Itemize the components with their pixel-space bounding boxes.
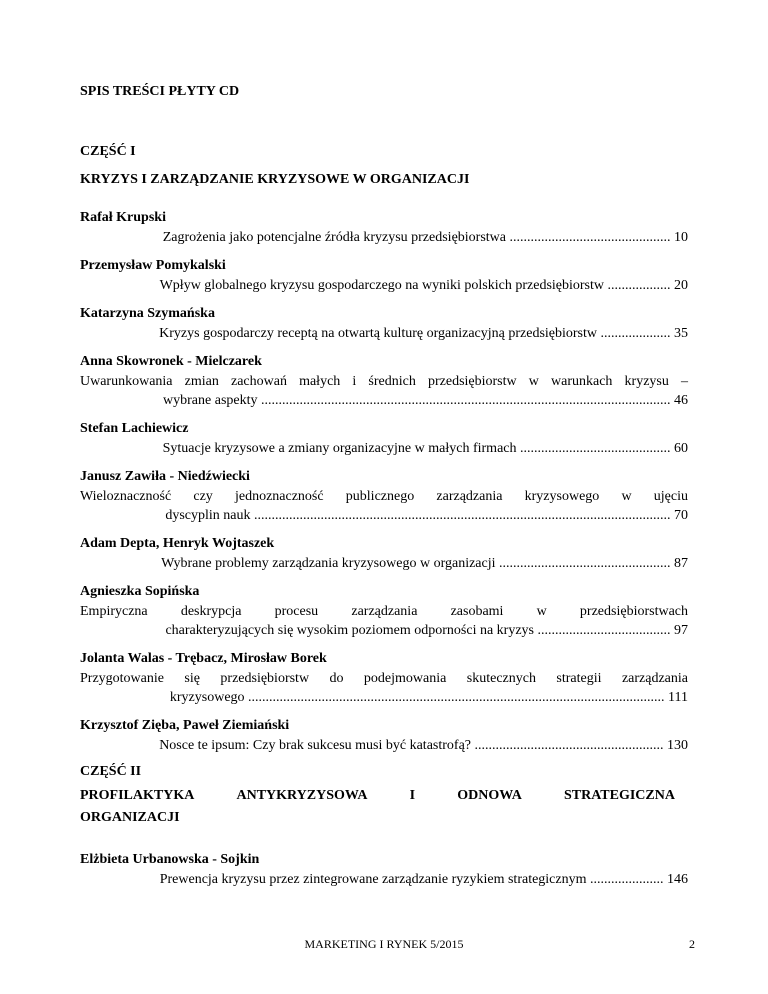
toc-author: Przemysław Pomykalski: [80, 258, 226, 273]
toc-title-cont: charakteryzujących się wysokim poziomem odporności na kryzys ...................................... 97: [165, 623, 688, 638]
part-2-title-word: STRATEGICZNA: [563, 788, 675, 803]
part-2-title: [80, 788, 675, 804]
toc-title: Nosce te ipsum: Czy brak sukcesu musi być katastrofą? ...................................................... 130: [159, 738, 688, 753]
toc-title: Wpływ globalnego kryzysu gospodarczego na wyniki polskich przedsiębiorstw .................. 20: [159, 278, 688, 293]
toc-author: Katarzyna Szymańska: [80, 306, 215, 321]
toc-title: Wieloznaczność czy jednoznaczność publicznego zarządzania kryzysowego w ujęciu: [80, 489, 688, 504]
toc-author: Janusz Zawiła - Niedźwiecki: [80, 469, 250, 484]
toc-title: Przygotowanie się przedsiębiorstw do podejmowania skutecznych strategii zarządzania: [80, 671, 688, 686]
part-1-label: CZĘŚĆ I: [80, 144, 136, 159]
part-2-label: CZĘŚĆ II: [80, 764, 142, 779]
toc-title: Wybrane problemy zarządzania kryzysowego w organizacji ................................................. 87: [161, 556, 688, 571]
part-1-title: KRYZYS I ZARZĄDZANIE KRYZYSOWE W ORGANIZACJI: [80, 172, 470, 187]
toc-title: Prewencja kryzysu przez zintegrowane zarządzanie ryzykiem strategicznym ..................... 146: [159, 872, 688, 887]
toc-title: Empiryczna deskrypcja procesu zarządzania zasobami w przedsiębiorstwach: [80, 604, 688, 619]
toc-title: Zagrożenia jako potencjalne źródła kryzysu przedsiębiorstwa .............................................. 10: [162, 230, 688, 245]
toc-author: Stefan Lachiewicz: [80, 421, 189, 436]
part-2-title-word: PROFILAKTYKA: [80, 788, 195, 803]
toc-author: Elżbieta Urbanowska - Sojkin: [80, 852, 260, 867]
toc-author: Jolanta Walas - Trębacz, Mirosław Borek: [80, 651, 327, 666]
toc-author: Agnieszka Sopińska: [80, 584, 200, 599]
toc-title-cont: kryzysowego ....................................................................................................................... 111: [169, 690, 688, 705]
toc-title-cont: dyscyplin nauk ....................................................................................................................... 70: [165, 508, 688, 523]
toc-title-cont: wybrane aspekty ..................................................................................................................... 46: [163, 393, 688, 408]
toc-author: Adam Depta, Henryk Wojtaszek: [80, 536, 275, 551]
document-title: SPIS TREŚCI PŁYTY CD: [80, 84, 240, 99]
toc-title: Sytuacje kryzysowe a zmiany organizacyjne w małych firmach ........................................... 60: [162, 441, 688, 456]
part-2-title-word: ANTYKRYZYSOWA: [236, 788, 368, 803]
toc-title: Uwarunkowania zmian zachowań małych i średnich przedsiębiorstw w warunkach kryzysu –: [80, 374, 688, 389]
part-2-title-word: ODNOWA: [457, 788, 522, 803]
page-number: 2: [689, 937, 695, 951]
part-2-title-cont: ORGANIZACJI: [80, 810, 180, 825]
toc-author: Anna Skowronek - Mielczarek: [80, 354, 262, 369]
toc-title: Kryzys gospodarczy receptą na otwartą kulturę organizacyjną przedsiębiorstw .................... 35: [159, 326, 688, 341]
toc-author: Rafał Krupski: [80, 210, 166, 225]
toc-author: Krzysztof Zięba, Paweł Ziemiański: [80, 718, 290, 733]
part-2-title-word: I: [409, 788, 416, 803]
footer-journal: MARKETING I RYNEK 5/2015: [304, 937, 464, 951]
